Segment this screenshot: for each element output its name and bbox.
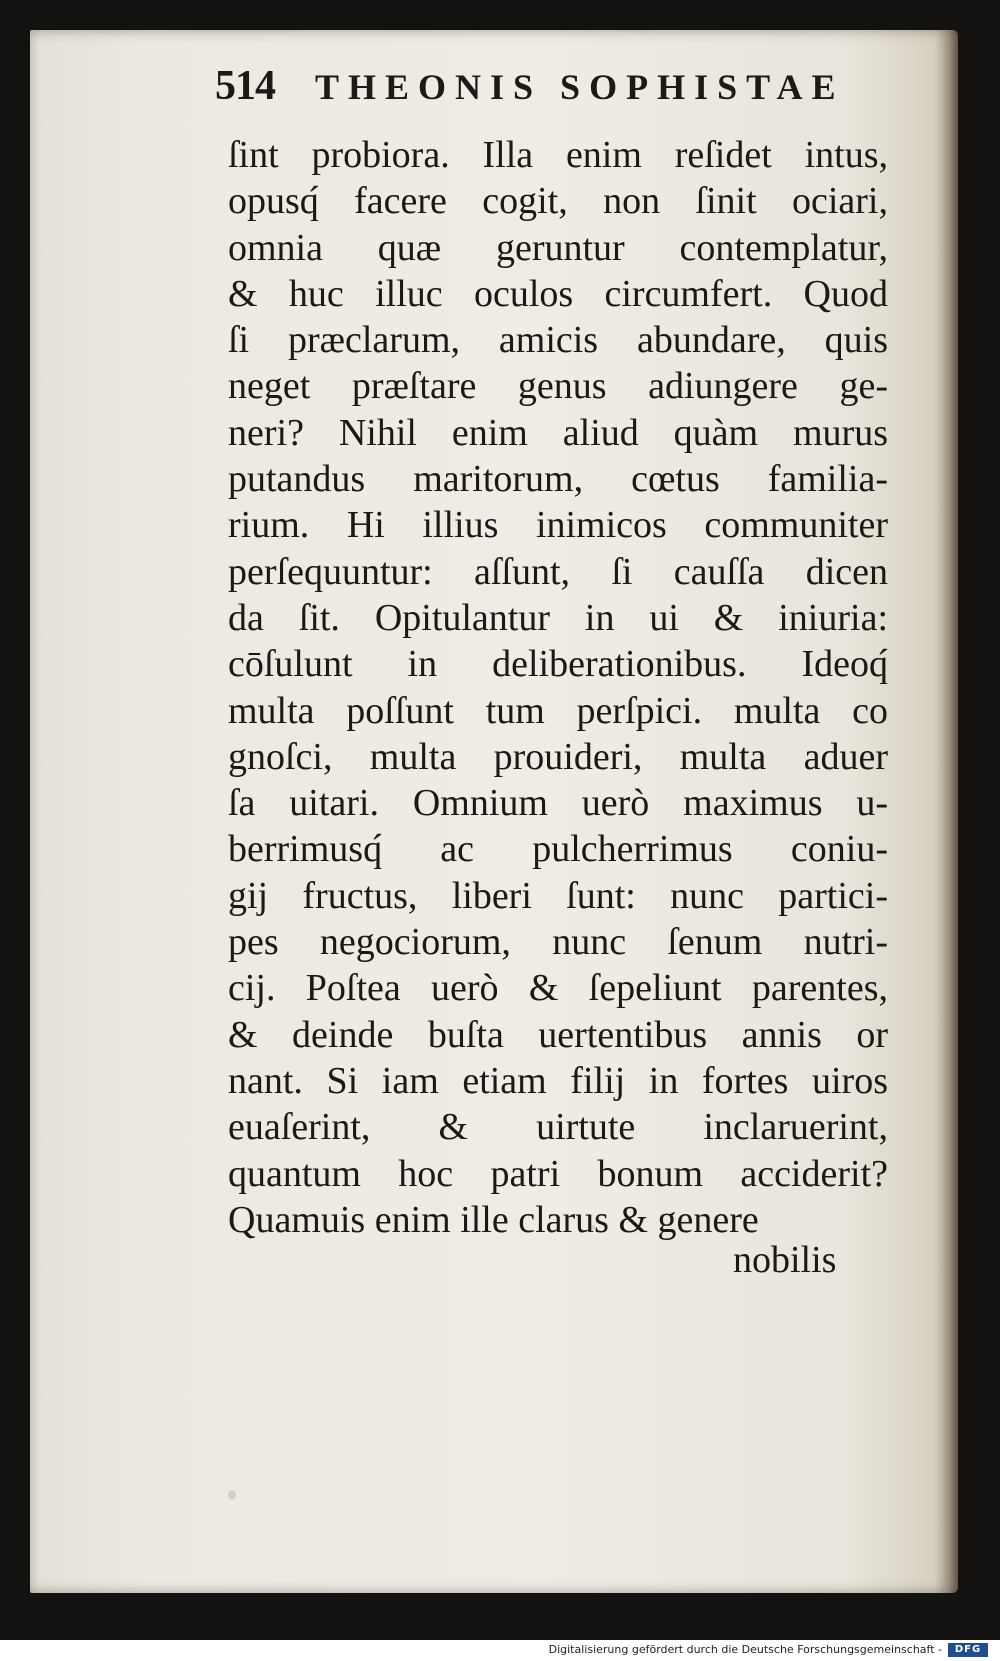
text-line: & deinde buſta uertentibus annis or <box>228 1013 888 1056</box>
text-line: quantum hoc patri bonum acciderit? <box>228 1152 888 1195</box>
text-line: multa poſſunt tum perſpici. multa co <box>228 689 888 732</box>
text-line: ſa uitari. Omnium uerò maximus u- <box>228 782 888 825</box>
catchword: nobilis <box>733 1239 837 1281</box>
text-line: neget præſtare genus adiungere ge- <box>228 365 888 408</box>
page-number: 514 <box>215 63 275 109</box>
text-line: gnoſci, multa prouideri, multa aduer <box>228 735 888 778</box>
text-line: rium. Hi illius inimicos communiter <box>228 504 888 547</box>
text-line: berrimusq́ ac pulcherrimus coniu- <box>228 828 888 871</box>
text-line: cōſulunt in deliberationibus. Ideoq́ <box>228 643 888 686</box>
digitization-credit: Digitalisierung gefördert durch die Deutsche Forschungsgemeinschaft - <box>548 1643 942 1656</box>
text-line: putandus maritorum, cœtus familia- <box>228 458 888 501</box>
text-line: & huc illuc oculos circumfert. Quod <box>228 272 888 315</box>
page-gutter-shadow <box>936 30 958 1593</box>
text-line: perſequuntur: aſſunt, ſi cauſſa dicen <box>228 550 888 593</box>
paper-stain <box>228 1490 236 1500</box>
text-line: nant. Si iam etiam filij in fortes uiros <box>228 1059 888 1102</box>
page-header <box>215 60 875 120</box>
running-head: THEONIS SOPHISTAE <box>315 67 845 107</box>
text-line: opusq́ facere cogit, non ſinit ociari, <box>228 180 888 223</box>
text-line: ſint probiora. Illa enim reſidet intus, <box>228 134 888 176</box>
text-line: gij fructus, liberi ſunt: nunc partici- <box>228 874 888 917</box>
dfg-logo: DFG <box>948 1643 988 1657</box>
text-line: neri? Nihil enim aliud quàm murus <box>228 411 888 454</box>
text-line: Quamuis enim ille clarus & genere <box>228 1198 759 1241</box>
text-line: pes negociorum, nunc ſenum nutri- <box>228 921 888 964</box>
text-line: cij. Poſtea uerò & ſepeliunt parentes, <box>228 967 888 1010</box>
text-line: da ſit. Opitulantur in ui & iniuria: <box>228 596 888 639</box>
text-line: ſi præclarum, amicis abundare, quis <box>228 319 888 362</box>
text-line: omnia quæ geruntur contemplatur, <box>228 226 888 269</box>
body-text <box>228 132 888 1243</box>
text-line: euaſerint, & uirtute inclaruerint, <box>228 1106 888 1149</box>
